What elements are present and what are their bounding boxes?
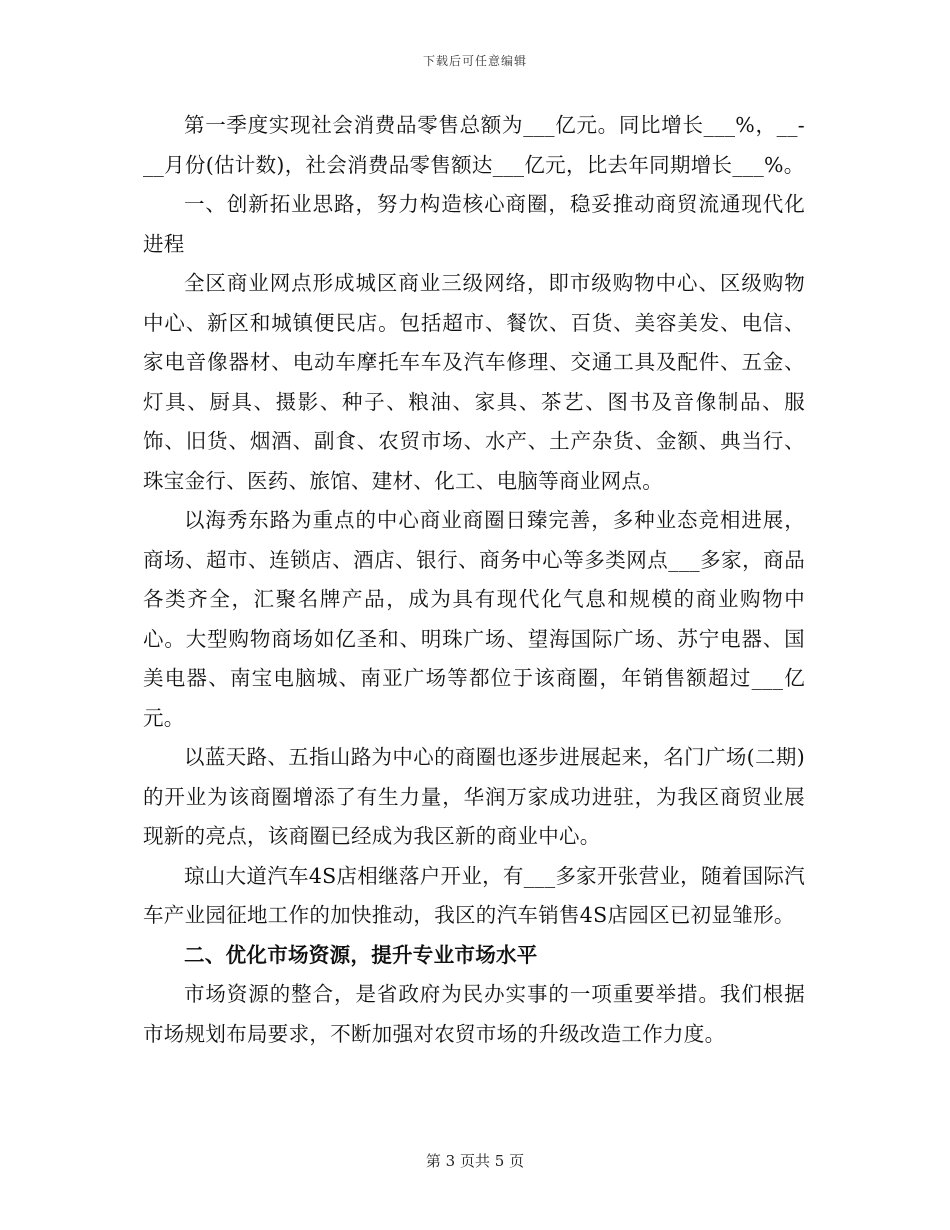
page-number-footer: 第 3 页共 5 页 [425,1152,525,1170]
paragraph-qiongshan-4s-stores: 琼山大道汽车4S店相继落户开业，有___多家开张营业，随着国际汽车产业园征地工作的加快推动，我区的汽车销售4S店园区已初显雏形。 [143,863,805,927]
paragraph-lantian-road-district: 以蓝天路、五指山路为中心的商圈也逐步进展起来，名门广场(二期)的开业为该商圈增添了有生力量，华润万家成功进驻，为我区商贸业展现新的亮点，该商圈已经成为我区新的商业中心。 [143,745,805,848]
section-heading-1: 一、创新拓业思路，努力构造核心商圈，稳妥推动商贸流通现代化进程 [143,192,805,256]
paragraph-commercial-network: 全区商业网点形成城区商业三级网络，即市级购物中心、区级购物中心、新区和城镇便民店。包括超市、餐饮、百货、美容美发、电信、家电音像器材、电动车摩托车车及汽车修理、交通工具及配件、五金、灯具、厨具、摄影、种子、粮油、家具、茶艺、图书及音像制品、服饰、旧货、烟酒、副食、农贸市场、水产、土产杂货、金额、典当行、珠宝金行、医药、旅馆、建材、化工、电脑等商业网点。 [143,271,805,493]
paragraph-retail-summary: 第一季度实现社会消费品零售总额为___亿元。同比增长___%，__-__月份(估计数)，社会消费品零售额达___亿元，比去年同期增长___%。 [143,113,805,177]
page-header: 下载后可任意编辑 [422,54,527,68]
section-heading-2: 二、优化市场资源，提升专业市场水平 [184,942,538,967]
paragraph-market-resources: 市场资源的整合，是省政府为民办实事的一项重要举措。我们根据市场规划布局要求，不断加强对农贸市场的升级改造工作力度。 [143,982,805,1046]
paragraph-haixiu-road-district: 以海秀东路为重点的中心商业商圈日臻完善，多种业态竞相进展，商场、超市、连锁店、酒店、银行、商务中心等多类网点___多家，商品各类齐全，汇聚名牌产品，成为具有现代化气息和规模的商业购物中心。大型购物商场如亿圣和、明珠广场、望海国际广场、苏宁电器、国美电器、南宝电脑城、南亚广场等都位于该商圈，年销售额超过___亿元。 [143,508,805,730]
document-body [143,106,805,1054]
